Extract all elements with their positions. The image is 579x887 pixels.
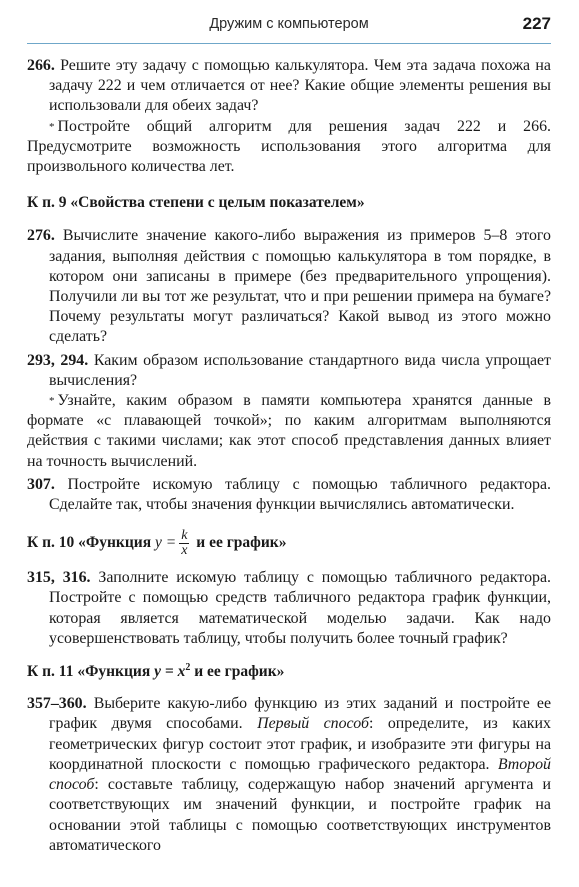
- exercise-text: Вычислите значение какого-либо выражения из примеров 5–8 этого задания, выполняя действия с помощью калькулятора в том порядке, в котором они записаны в примере (без предварительного упрощения). Получили ли вы тот же результат, что и при решении примера на бумаге? Почему результаты могут различаться? Какой вывод из этого можно сделать?: [49, 227, 551, 346]
- second-way-label: Второй способ: [49, 755, 551, 794]
- exercise-307: [27, 475, 551, 515]
- exercise-text-c: : составьте таблицу, содержащую набор значений аргумента и соответствующих им значений функции, и постройте график на основании этой таблицы с помощью соответствующих инструментов автоматического: [49, 776, 551, 854]
- exercise-text: Решите эту задачу с помощью калькулятора. Чем эта задача похожа на задачу 222 и чем отличается от нее? Какие общие элементы решения вы использовали для обеих задач?: [49, 57, 551, 115]
- header-divider: [27, 43, 551, 44]
- exercise-extra-text: Узнайте, каким образом в памяти компьютера хранятся данные в формате «с плавающей точкой»; по каким алгоритмам выполняются действия с такими числами; как этот способ представления данных влияет на точность вычислений.: [27, 392, 551, 470]
- exercise-number: 266.: [27, 57, 55, 74]
- exercise-text: Заполните искомую таблицу с помощью табличного редактора. Постройте с помощью средств табличного редактора график функции, которая является математической моделью задачи. Как надо усовершенствовать таблицу, чтобы получить более точный график?: [49, 569, 551, 647]
- exercise-text: Постройте искомую таблицу с помощью табличного редактора. Сделайте так, чтобы значения функции вычислялись автоматически.: [49, 475, 551, 514]
- section-heading-11: [27, 662, 551, 682]
- formula: y = x: [154, 663, 186, 681]
- heading-prefix: К п. 11 «Функция: [27, 663, 151, 681]
- exercise-266: [27, 56, 551, 177]
- exercise-number: 276.: [27, 227, 55, 245]
- fraction-numerator: k: [181, 528, 188, 544]
- exercise-number: 315, 316.: [27, 569, 91, 587]
- exercise-number: 293, 294.: [27, 351, 89, 369]
- exercise-276: [27, 226, 551, 347]
- page-body: [27, 56, 551, 856]
- formula-exponent: 2: [185, 661, 191, 673]
- fraction-denominator: x: [181, 543, 188, 559]
- formula-lhs: y =: [154, 534, 177, 552]
- star-mark: *: [49, 395, 55, 408]
- heading-suffix: и ее график»: [194, 663, 285, 681]
- exercise-text: Выберите какую-либо функцию из этих заданий и постройте ее график двумя способами.: [49, 695, 551, 733]
- exercise-text: Каким образом использование стандартного вида числа упрощает вычисления?: [49, 351, 551, 389]
- page-number: 227: [522, 14, 551, 33]
- heading-prefix: К п. 10 «Функция: [27, 534, 152, 552]
- star-mark: *: [49, 120, 55, 133]
- exercise-357-360: [27, 694, 551, 856]
- exercise-315-316: [27, 568, 551, 649]
- running-title: Дружим с компьютером: [209, 16, 369, 32]
- exercise-number: 307.: [27, 475, 55, 493]
- section-heading-9: К п. 9 «Свойства степени с целым показателем»: [27, 194, 365, 212]
- section-heading-10: [27, 529, 551, 558]
- formula-fraction: [179, 529, 189, 558]
- exercise-293-294: [27, 351, 551, 472]
- heading-suffix: и ее график»: [196, 534, 287, 552]
- exercise-number: 357–360.: [27, 695, 87, 713]
- exercise-text-b: : определите, из каких геометрических фигур состоит этот график, и изобразите эти фигуры на координатной плоскости с помощью графического редактора.: [49, 715, 551, 773]
- page-header: [27, 14, 551, 36]
- first-way-label: Первый способ: [257, 715, 369, 733]
- exercise-extra-text: Постройте общий алгоритм для решения задач 222 и 266. Предусмотрите возможность использования этого алгоритма для произвольного количества лет.: [27, 117, 551, 176]
